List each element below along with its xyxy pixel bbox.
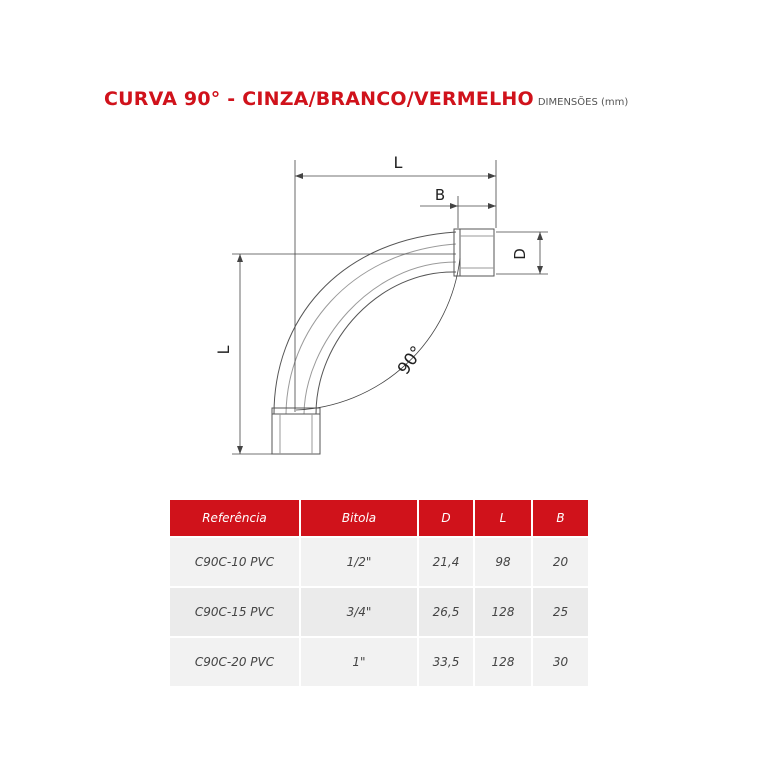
cell-d: 33,5: [418, 637, 474, 687]
title-main: CURVA 90° - CINZA/BRANCO/VERMELHO: [104, 88, 534, 110]
table-header-row: [170, 500, 588, 537]
cell-l: 98: [474, 537, 532, 587]
angle-arc: [296, 258, 460, 410]
cell-d: 26,5: [418, 587, 474, 637]
cell-referencia: C90C-10 PVC: [170, 537, 300, 587]
cell-l: 128: [474, 637, 532, 687]
header-d: D: [418, 500, 474, 537]
dimension-d-label: D: [511, 248, 529, 260]
elbow-inner-curve: [316, 272, 456, 414]
cell-b: 20: [532, 537, 588, 587]
header-b: B: [532, 500, 588, 537]
title-dimensions-unit: DIMENSÕES (mm): [537, 97, 629, 108]
cell-bitola: 1": [300, 637, 418, 687]
header-bitola: Bitola: [300, 500, 418, 537]
bottom-socket: [272, 408, 320, 454]
elbow-shade-line-1: [286, 244, 456, 414]
dimension-l-side-label: L: [214, 345, 233, 355]
table-row: [170, 587, 588, 637]
elbow-outer-curve: [274, 232, 456, 414]
cell-bitola: 3/4": [300, 587, 418, 637]
header-referencia: Referência: [170, 500, 300, 537]
angle-90-label: 90°: [393, 342, 428, 379]
dimension-b-label: B: [434, 186, 446, 204]
cell-l: 128: [474, 587, 532, 637]
cell-referencia: C90C-15 PVC: [170, 587, 300, 637]
cell-b: 30: [532, 637, 588, 687]
dimensions-table: [170, 500, 588, 688]
table-row: [170, 537, 588, 587]
dimension-l-top-label: L: [393, 153, 403, 172]
cell-bitola: 1/2": [300, 537, 418, 587]
cell-b: 25: [532, 587, 588, 637]
cell-referencia: C90C-20 PVC: [170, 637, 300, 687]
cell-d: 21,4: [418, 537, 474, 587]
table-row: [170, 637, 588, 687]
header-l: L: [474, 500, 532, 537]
